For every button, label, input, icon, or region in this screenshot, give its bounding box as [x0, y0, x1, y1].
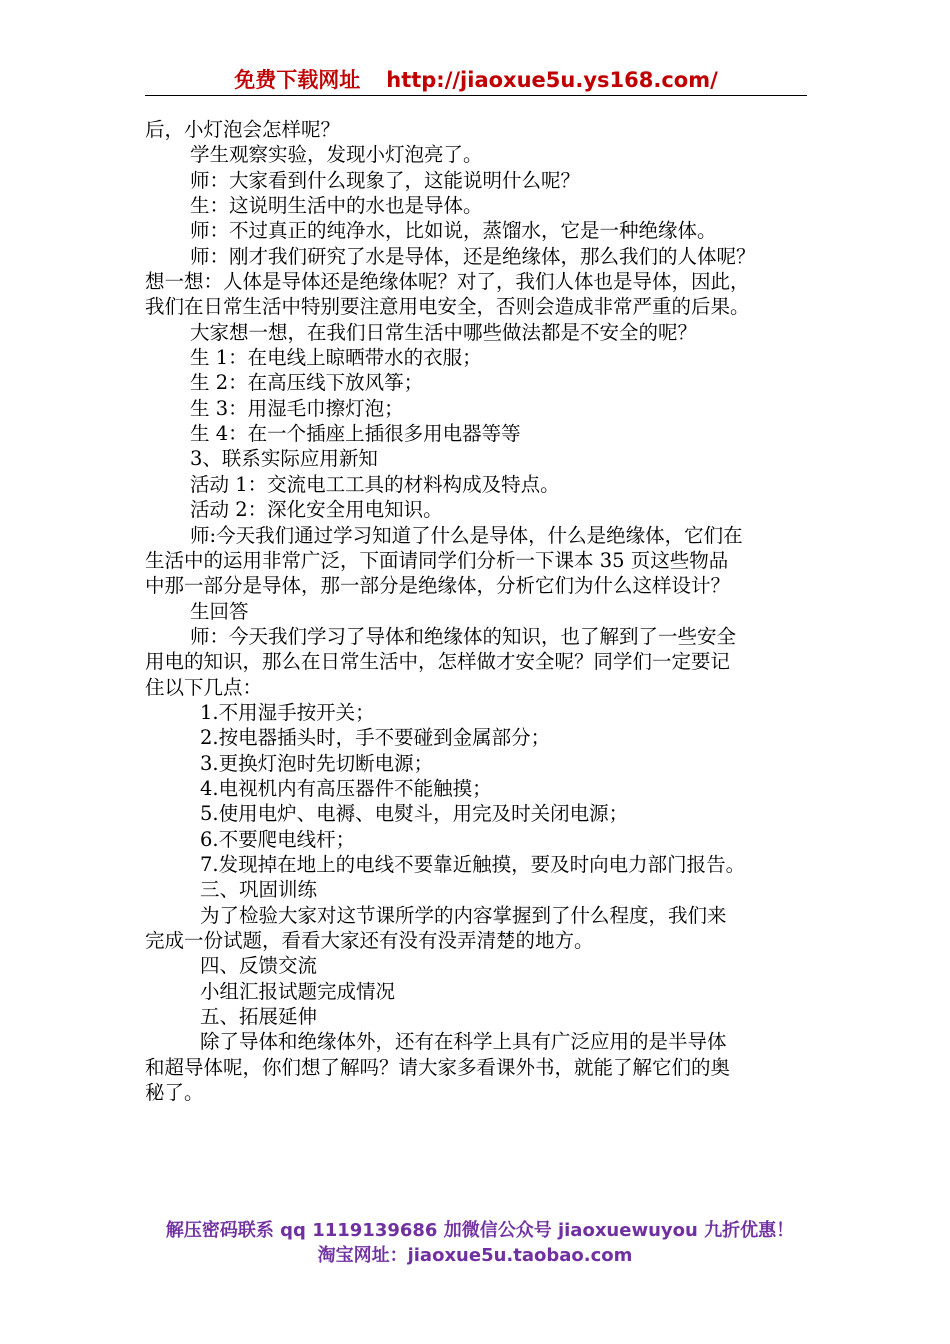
paragraph-line: 7.发现掉在地上的电线不要靠近触摸，要及时向电力部门报告。 — [200, 852, 746, 876]
paragraph-line: 5.使用电炉、电褥、电熨斗，用完及时关闭电源； — [200, 802, 629, 826]
paragraph-line: 师:今天我们通过学习知道了什么是导体，什么是绝缘体，它们在 — [190, 523, 743, 547]
paragraph-line: 大家想一想，在我们日常生活中哪些做法都是不安全的呢？ — [190, 320, 698, 344]
paragraph-line: 和超导体呢，你们想了解吗？请大家多看课外书，就能了解它们的奥 — [145, 1055, 731, 1079]
paragraph-line: 住以下几点： — [145, 675, 263, 699]
paragraph-line: 生活中的运用非常广泛，下面请同学们分析一下课本 35 页这些物品 — [145, 548, 729, 572]
paragraph-line: 用电的知识，那么在日常生活中，怎样做才安全呢？同学们一定要记 — [145, 650, 731, 674]
paragraph-line: 小组汇报试题完成情况 — [200, 979, 396, 1003]
paragraph-line: 生 4：在一个插座上插很多用电器等等 — [190, 422, 521, 446]
paragraph-line: 师：刚才我们研究了水是导体，还是绝缘体，那么我们的人体呢？ — [190, 244, 756, 268]
paragraph-line: 4.电视机内有高压器件不能触摸； — [200, 776, 492, 800]
paragraph-line: 中那一部分是导体，那一部分是绝缘体，分析它们为什么这样设计？ — [145, 574, 731, 598]
paragraph-line: 生：这说明生活中的水也是导体。 — [190, 194, 483, 218]
paragraph-line: 后，小灯泡会怎样呢？ — [145, 118, 341, 141]
paragraph-line: 学生观察实验，发现小灯泡亮了。 — [190, 143, 483, 167]
paragraph-line: 生 3：用湿毛巾擦灯泡； — [190, 396, 404, 420]
paragraph-line: 想一想：人体是导体还是绝缘体呢？对了，我们人体也是导体，因此， — [145, 270, 750, 294]
paragraph-line: 完成一份试题，看看大家还有没有没弄清楚的地方。 — [145, 929, 594, 952]
paragraph-line: 生回答 — [190, 599, 249, 623]
paragraph-line: 活动 2：深化安全用电知识。 — [190, 498, 443, 522]
paragraph-line: 我们在日常生活中特别要注意用电安全，否则会造成非常严重的后果。 — [145, 295, 750, 319]
paragraph-line: 3、联系实际应用新知 — [190, 447, 378, 471]
paragraph-line: 师：大家看到什么现象了，这能说明什么呢？ — [190, 168, 581, 192]
page-footer — [0, 1218, 950, 1268]
footer-taobao-line[interactable]: 淘宝网址：jiaoxue5u.taobao.com — [317, 1245, 633, 1266]
paragraph-line: 秘了。 — [145, 1081, 204, 1105]
paragraph-line: 6.不要爬电线杆； — [200, 827, 356, 851]
document-body — [145, 117, 825, 1105]
paragraph-line: 生 2：在高压线下放风筝； — [190, 371, 424, 395]
paragraph-line: 2.按电器插头时，手不要碰到金属部分； — [200, 726, 551, 750]
paragraph-line: 除了导体和绝缘体外，还有在科学上具有广泛应用的是半导体 — [200, 1030, 727, 1054]
paragraph-line: 3.更换灯泡时先切断电源； — [200, 751, 434, 775]
paragraph-line: 活动 1：交流电工工具的材料构成及特点。 — [190, 472, 560, 496]
paragraph-line: 生 1：在电线上晾晒带水的衣服； — [190, 346, 482, 370]
header-divider — [145, 95, 807, 96]
paragraph-line: 师：今天我们学习了导体和绝缘体的知识，也了解到了一些安全 — [190, 624, 737, 648]
paragraph-line: 五、拓展延伸 — [200, 1005, 318, 1029]
header-label: 免费下载网址 — [234, 68, 361, 92]
paragraph-line: 师：不过真正的纯净水，比如说，蒸馏水，它是一种绝缘体。 — [190, 219, 717, 243]
header-url-link[interactable]: http://jiaoxue5u.ys168.com/ — [386, 68, 718, 92]
paragraph-line: 四、反馈交流 — [200, 954, 318, 978]
paragraph-line: 三、巩固训练 — [200, 878, 318, 902]
page-header — [145, 66, 807, 94]
paragraph-line: 为了检验大家对这节课所学的内容掌握到了什么程度，我们来 — [200, 903, 727, 927]
footer-contact-line: 解压密码联系 qq 1119139686 加微信公众号 jiaoxuewuyou 九折优惠！ — [165, 1220, 795, 1241]
paragraph-line: 1.不用湿手按开关； — [200, 700, 375, 724]
